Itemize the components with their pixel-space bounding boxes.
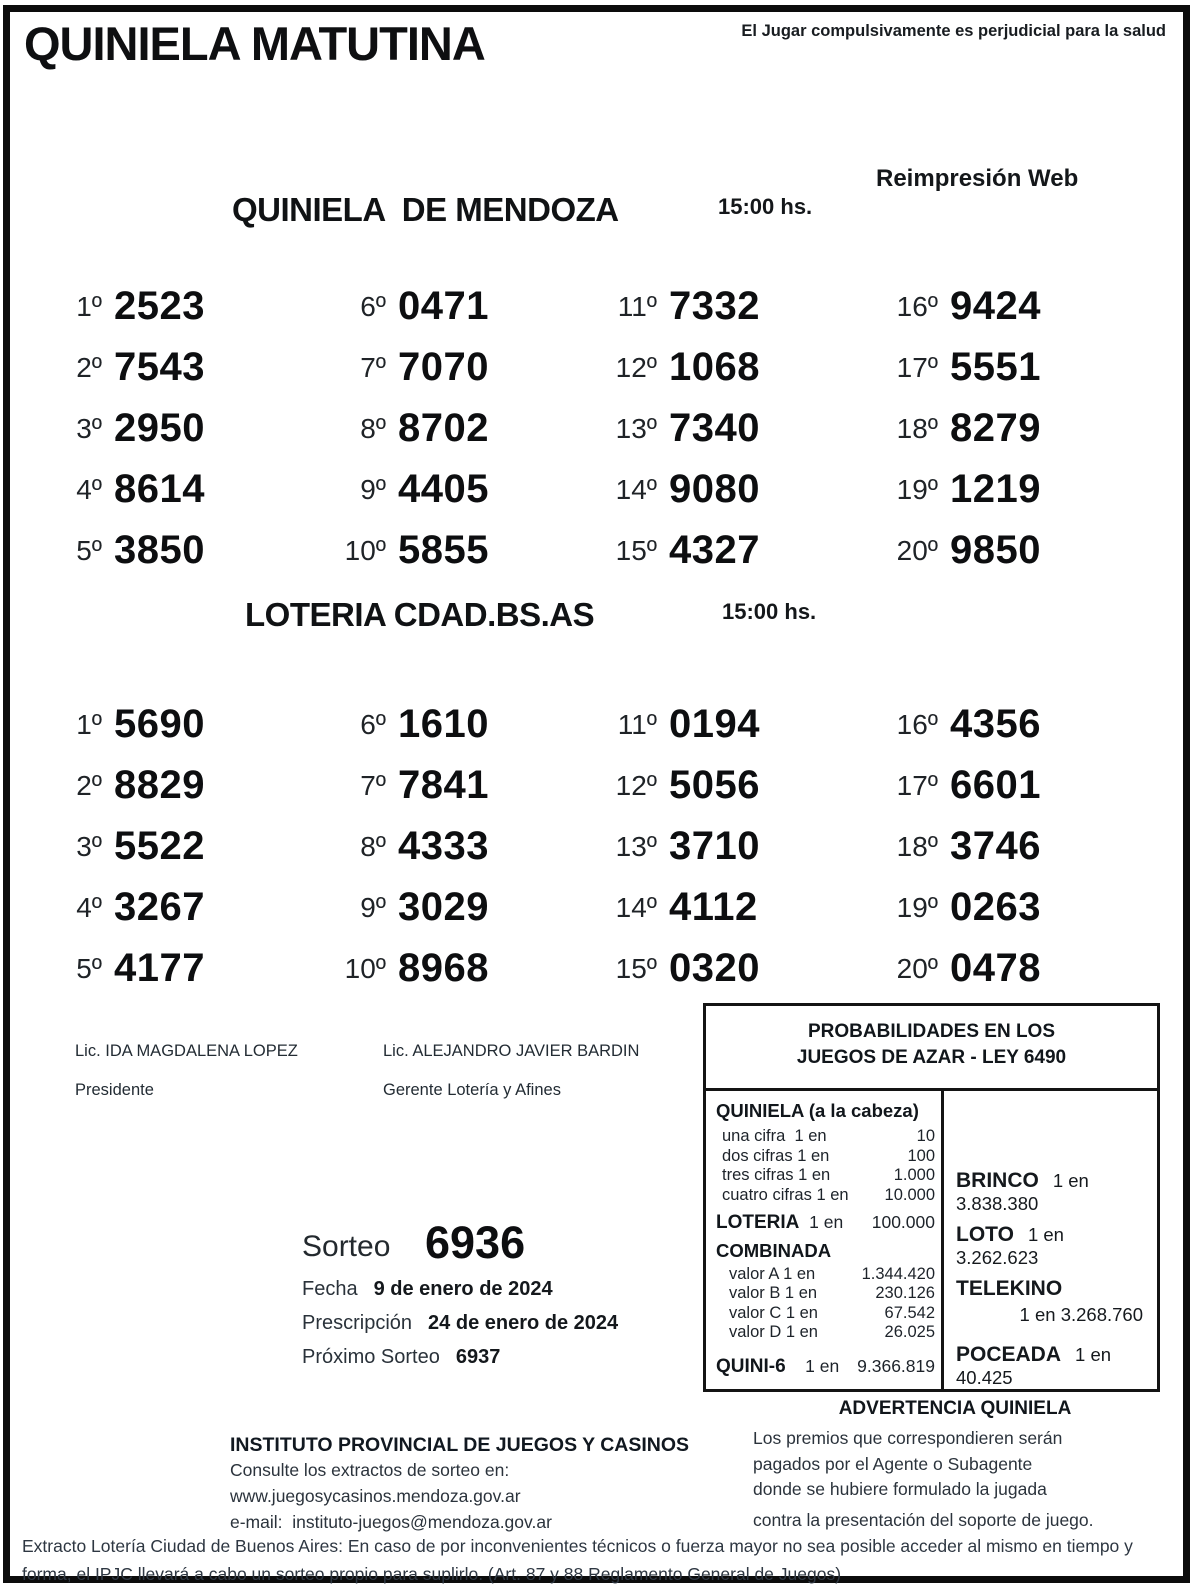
result-number: 7841 xyxy=(398,763,489,807)
result-position: 20º xyxy=(896,534,938,566)
result-number: 3710 xyxy=(669,824,760,868)
result-number: 8829 xyxy=(114,763,205,807)
result-position: 1º xyxy=(76,290,102,322)
result-position: 13º xyxy=(615,412,657,444)
sorteo-number: 6936 xyxy=(425,1217,526,1268)
result-number: 9080 xyxy=(669,467,760,511)
result-number: 3267 xyxy=(114,885,205,929)
probability-label: valor A 1 en xyxy=(729,1264,816,1283)
result-entry xyxy=(876,459,1116,520)
result-number: 9424 xyxy=(950,284,1041,328)
probability-row xyxy=(716,1127,935,1147)
result-number: 2523 xyxy=(114,284,205,328)
result-entry xyxy=(340,398,595,459)
probability-row xyxy=(716,1186,935,1206)
result-number: 1068 xyxy=(669,345,760,389)
result-position: 12º xyxy=(615,769,657,801)
signature-name: Lic. ALEJANDRO JAVIER BARDIN xyxy=(383,1042,640,1060)
result-number: 4177 xyxy=(114,946,205,990)
probability-value: 26.025 xyxy=(884,1323,935,1341)
game-odds: 1 en 3.838.380 xyxy=(956,1170,1089,1214)
sorteo-label: Sorteo xyxy=(302,1230,391,1263)
institute-email: e-mail: instituto-juegos@mendoza.gov.ar xyxy=(230,1512,552,1532)
game-name: TELEKINO xyxy=(956,1277,1063,1300)
result-position: 3º xyxy=(76,412,102,444)
probability-row xyxy=(716,1147,935,1167)
gambling-warning-text: El Jugar compulsivamente es perjudicial para la salud xyxy=(741,22,1166,40)
section-title-mendoza: QUINIELA DE MENDOZA xyxy=(232,191,619,228)
reprint-label: Reimpresión Web xyxy=(876,165,1079,192)
probabilities-right-column xyxy=(944,1091,1157,1389)
result-entry xyxy=(340,755,595,816)
result-number: 3850 xyxy=(114,528,205,572)
result-entry xyxy=(876,816,1116,877)
result-number: 0194 xyxy=(669,702,760,746)
footer-legal-text: Extracto Lotería Ciudad de Buenos Aires: En caso de por inconvenientes técnicos o fuerza mayor no sea posible acceder al mismo en tiempo y forma, el IPJC llevará a cabo un sorteo propio para suplirlo. (Art. 87 y 88 Reglamento General de Juegos) xyxy=(22,1536,1133,1584)
result-position: 5º xyxy=(76,534,102,566)
result-entry xyxy=(876,276,1116,337)
result-number: 0471 xyxy=(398,284,489,328)
result-entry xyxy=(340,276,595,337)
probability-label: valor D 1 en xyxy=(729,1323,818,1341)
probability-label: valor C 1 en xyxy=(729,1303,818,1322)
result-position: 2º xyxy=(76,351,102,383)
result-position: 4º xyxy=(76,473,102,505)
quini6-odds-row xyxy=(716,1357,935,1377)
result-position: 15º xyxy=(615,952,657,984)
probability-value: 100 xyxy=(907,1146,935,1165)
result-position: 1º xyxy=(76,708,102,740)
institute-website: www.juegosycasinos.mendoza.gov.ar xyxy=(230,1486,521,1506)
institute-title: INSTITUTO PROVINCIAL DE JUEGOS Y CASINOS xyxy=(230,1434,690,1456)
result-entry xyxy=(340,816,595,877)
probability-value: 67.542 xyxy=(884,1303,935,1322)
quiniela-odds-rows xyxy=(716,1127,935,1205)
result-position: 14º xyxy=(615,891,657,923)
result-position: 19º xyxy=(896,473,938,505)
result-number: 7543 xyxy=(114,345,205,389)
game-odds: 1 en 3.268.760 xyxy=(1019,1304,1143,1325)
probability-label: QUINI-6 1 en xyxy=(716,1355,840,1377)
result-position: 14º xyxy=(615,473,657,505)
result-position: 20º xyxy=(896,952,938,984)
draw-info-row xyxy=(302,1346,618,1369)
result-number: 5522 xyxy=(114,824,205,868)
result-entry xyxy=(340,520,595,581)
result-position: 3º xyxy=(76,830,102,862)
result-entry xyxy=(56,694,340,755)
draw-info-label: Próximo Sorteo xyxy=(302,1346,440,1368)
institute-block xyxy=(230,1434,689,1535)
result-number: 4112 xyxy=(669,885,758,929)
probability-row xyxy=(716,1213,935,1233)
result-entry xyxy=(595,694,876,755)
probabilities-left-column xyxy=(706,1091,941,1389)
advertencia-line: Los premios que correspondieren serán xyxy=(753,1428,1063,1448)
result-number: 1219 xyxy=(950,467,1041,511)
result-entry xyxy=(595,816,876,877)
probabilities-title-line1: PROBABILIDADES EN LOS xyxy=(807,1021,1056,1042)
result-number: 0320 xyxy=(669,946,760,990)
result-number: 7332 xyxy=(669,284,760,328)
draw-info-rows xyxy=(302,1278,618,1380)
game-name: POCEADA xyxy=(956,1343,1062,1366)
probability-label: tres cifras 1 en xyxy=(722,1166,831,1184)
game-odds: 1 en 40.425 xyxy=(956,1344,1112,1388)
result-position: 16º xyxy=(896,708,938,740)
result-number: 5056 xyxy=(669,763,760,807)
result-entry xyxy=(595,877,876,938)
probability-value: 9.366.819 xyxy=(857,1355,935,1376)
game-odds-entry xyxy=(956,1343,1147,1389)
advertencia-line: contra la presentación del soporte de juego. xyxy=(753,1509,1094,1530)
game-odds-entry xyxy=(956,1277,1147,1326)
result-number: 1610 xyxy=(398,702,489,746)
signature-manager xyxy=(383,1042,639,1100)
results-grid-bsas xyxy=(56,694,1116,999)
result-number: 8702 xyxy=(398,406,489,450)
probabilities-title-line2: JUEGOS DE AZAR - LEY 6490 xyxy=(796,1047,1067,1068)
probability-value: 10 xyxy=(916,1127,935,1145)
result-position: 11º xyxy=(617,708,657,740)
result-position: 18º xyxy=(896,412,938,444)
result-entry xyxy=(595,459,876,520)
result-entry xyxy=(876,755,1116,816)
probability-label: valor B 1 en xyxy=(729,1284,818,1302)
probabilities-title xyxy=(706,1006,1157,1071)
advertencia-line: pagados por el Agente o Subagente xyxy=(753,1453,1033,1474)
draw-info-row xyxy=(302,1278,618,1301)
result-position: 17º xyxy=(896,351,938,383)
game-odds-entry xyxy=(956,1223,1147,1269)
result-position: 8º xyxy=(360,412,386,444)
result-entry xyxy=(56,459,340,520)
result-position: 13º xyxy=(615,830,657,862)
result-number: 2950 xyxy=(114,406,205,450)
result-entry xyxy=(876,520,1116,581)
result-entry xyxy=(340,459,595,520)
result-position: 5º xyxy=(76,952,102,984)
result-entry xyxy=(876,337,1116,398)
game-name: BRINCO xyxy=(956,1169,1039,1192)
probability-game-name: LOTERIA xyxy=(716,1212,800,1233)
probability-value: 1.344.420 xyxy=(861,1264,935,1283)
probability-row xyxy=(716,1166,935,1186)
result-entry xyxy=(876,694,1116,755)
result-entry xyxy=(340,337,595,398)
quiniela-odds-title: QUINIELA (a la cabeza) xyxy=(716,1100,919,1121)
result-entry xyxy=(56,398,340,459)
game-name: LOTO xyxy=(956,1223,1014,1246)
advertencia-line: donde se hubiere formulado la jugada xyxy=(753,1479,1047,1499)
result-entry xyxy=(595,398,876,459)
section-time-mendoza: 15:00 hs. xyxy=(718,194,813,219)
result-number: 8614 xyxy=(114,467,205,511)
result-number: 5690 xyxy=(114,702,205,746)
result-entry xyxy=(595,520,876,581)
result-position: 19º xyxy=(896,891,938,923)
result-position: 16º xyxy=(896,290,938,322)
result-entry xyxy=(56,816,340,877)
result-entry xyxy=(340,877,595,938)
result-position: 4º xyxy=(76,891,102,923)
probability-label: cuatro cifras 1 en xyxy=(722,1185,849,1204)
draw-info-value: 9 de enero de 2024 xyxy=(373,1278,553,1300)
result-number: 0478 xyxy=(950,946,1041,990)
result-position: 6º xyxy=(360,290,386,322)
advertencia-block xyxy=(745,1398,1165,1533)
draw-info-label: Fecha xyxy=(302,1278,358,1300)
result-number: 3746 xyxy=(950,824,1041,868)
section-time-bsas: 15:00 hs. xyxy=(722,599,817,624)
result-number: 4333 xyxy=(398,824,489,868)
probability-label: una cifra 1 en xyxy=(722,1127,827,1145)
draw-info-row xyxy=(302,1312,618,1335)
probability-value: 230.126 xyxy=(875,1284,935,1302)
combinada-odds-rows xyxy=(716,1265,935,1343)
result-entry xyxy=(595,337,876,398)
result-entry xyxy=(56,877,340,938)
result-number: 3029 xyxy=(398,885,489,929)
result-position: 11º xyxy=(617,290,657,322)
result-entry xyxy=(56,520,340,581)
advertencia-title: ADVERTENCIA QUINIELA xyxy=(838,1398,1072,1419)
result-number: 7070 xyxy=(398,345,489,389)
result-entry xyxy=(56,938,340,999)
probability-label: LOTERIA 1 en xyxy=(716,1212,844,1233)
probability-row xyxy=(716,1323,935,1343)
result-number: 6601 xyxy=(950,763,1041,807)
institute-consult-line: Consulte los extractos de sorteo en: xyxy=(230,1460,510,1480)
probability-label: dos cifras 1 en xyxy=(722,1146,830,1165)
result-entry xyxy=(595,276,876,337)
result-position: 12º xyxy=(615,351,657,383)
probability-value: 1.000 xyxy=(893,1166,935,1184)
result-position: 6º xyxy=(360,708,386,740)
probabilities-box xyxy=(703,1003,1160,1392)
result-position: 15º xyxy=(615,534,657,566)
draw-info-value: 6937 xyxy=(455,1346,501,1368)
result-number: 8279 xyxy=(950,406,1041,450)
signature-president xyxy=(75,1042,298,1100)
result-number: 4356 xyxy=(950,702,1041,746)
result-number: 8968 xyxy=(398,946,489,990)
combinada-odds-title: COMBINADA xyxy=(716,1239,832,1261)
result-entry xyxy=(595,938,876,999)
result-entry xyxy=(56,755,340,816)
game-odds: 1 en 3.262.623 xyxy=(956,1224,1064,1268)
result-entry xyxy=(595,755,876,816)
probability-value: 100.000 xyxy=(871,1212,935,1232)
result-entry xyxy=(56,276,340,337)
result-entry xyxy=(876,398,1116,459)
result-entry xyxy=(340,694,595,755)
result-position: 10º xyxy=(344,952,386,984)
result-position: 7º xyxy=(360,351,386,383)
probability-row xyxy=(716,1357,935,1377)
page-title: QUINIELA MATUTINA xyxy=(24,17,485,70)
result-number: 7340 xyxy=(669,406,760,450)
signature-role: Presidente xyxy=(75,1081,154,1099)
signature-name: Lic. IDA MAGDALENA LOPEZ xyxy=(75,1042,298,1060)
result-entry xyxy=(56,337,340,398)
result-position: 2º xyxy=(76,769,102,801)
result-position: 10º xyxy=(344,534,386,566)
draw-info-label: Prescripción xyxy=(302,1312,413,1334)
result-number: 9850 xyxy=(950,528,1041,572)
probability-row xyxy=(716,1265,935,1285)
results-grid-mendoza xyxy=(56,276,1116,581)
result-position: 18º xyxy=(896,830,938,862)
result-number: 0263 xyxy=(950,885,1041,929)
probability-row xyxy=(716,1284,935,1304)
loteria-odds-row xyxy=(716,1213,935,1233)
result-entry xyxy=(876,938,1116,999)
result-position: 17º xyxy=(896,769,938,801)
result-position: 8º xyxy=(360,830,386,862)
probability-row xyxy=(716,1304,935,1324)
draw-info-value: 24 de enero de 2024 xyxy=(428,1312,619,1334)
result-position: 7º xyxy=(360,769,386,801)
result-number: 4327 xyxy=(669,528,760,572)
probability-game-name: QUINI-6 xyxy=(716,1355,786,1377)
signature-role: Gerente Lotería y Afines xyxy=(383,1081,561,1099)
result-position: 9º xyxy=(360,891,386,923)
game-odds-entry xyxy=(956,1169,1147,1215)
result-entry xyxy=(876,877,1116,938)
result-number: 4405 xyxy=(398,467,489,511)
result-entry xyxy=(340,938,595,999)
probability-value: 10.000 xyxy=(884,1185,935,1204)
result-number: 5855 xyxy=(398,528,489,572)
result-number: 5551 xyxy=(950,345,1041,389)
result-position: 9º xyxy=(360,473,386,505)
section-title-bsas: LOTERIA CDAD.BS.AS xyxy=(245,596,595,633)
